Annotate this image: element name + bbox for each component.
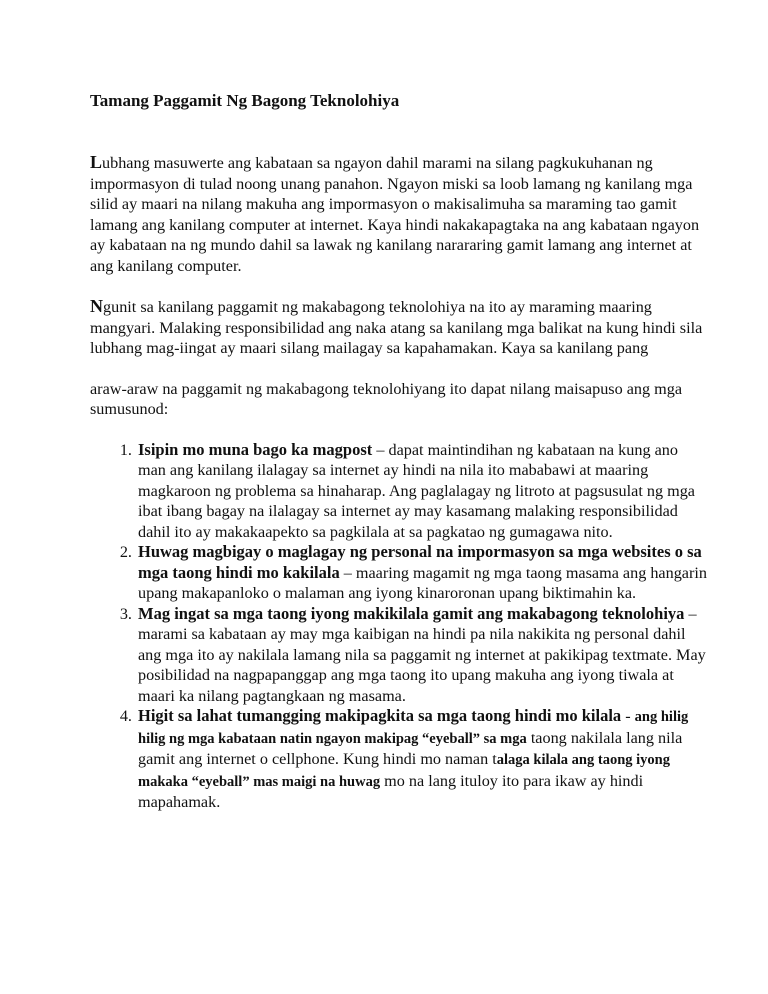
paragraph-intro [90,152,708,276]
item-separator: - [621,707,635,725]
item-bold-text: ang hilig hilig ng mga kabataan natin ngayon makipag “eyeball” sa mga [138,709,689,747]
item-heading: Mag ingat sa mga taong iyong makikilala gamit ang makabagong teknolohiya [138,603,685,623]
paragraph-second [90,296,708,359]
item-heading: Isipin mo muna bago ka magpost [138,439,373,459]
list-item [136,542,708,604]
item-bold-text: alaga kilala ang taong iyong makaka “eyeball” mas maigi na huwag [138,752,670,790]
list-item [136,440,708,543]
item-heading: Higit sa lahat tumangging makipagkita sa mga taong hindi mo kilala [138,706,622,725]
item-heading: Huwag magbigay o maglagay ng personal na impormasyon sa mga websites o sa mga taong hindi mo kakilala [138,542,702,582]
paragraph-third [90,379,708,420]
drop-letter: L [90,152,103,172]
paragraph-text: ubhang masuwerte ang kabataan sa ngayon dahil marami na silang pagkukuhanan ng impormasyon di tulad noong unang panahon. Ngayon miski sa loob lamang ng kanilang mga silid ay maari na nilang makuha ang impormasyon o makisalimuha sa maraming tao gamit lamang ang kanilang computer at internet. Kaya hindi nakakapagtaka na ang kabataan ngayon ay kabataan na ng mundo dahil sa lawak ng kanilang narararing gamit lamang ang internet at ang kanilang computer. [90,154,700,275]
item-body: taong nakilala lang nila gamit ang internet o cellphone. Kung hindi mo naman t [138,728,683,768]
item-body: – dapat maintindihan ng kabataan na kung ano man ang kanilang ilalagay sa internet ay hindi na nila ito mababawi at maaring magkaroon ng problema sa hinaharap. Ang paglalagay ng litroto at pagsusulat ng mga ibat ibang bagay na ilalagay sa internet ay may kasamang malaking responsibilidad dahil ito ay makakaapekto sa pagkilala at sa pagkatao ng gumagawa nito. [138,440,695,541]
paragraph-text: gunit sa kanilang paggamit ng makabagong teknolohiya na ito ay maraming maaring mangyari. Malaking responsibilidad ang naka atang sa kanilang mga balikat na kung hindi sila lubhang mag-iingat ay maari silang mailagay sa kapahamakan. Kaya sa kanilang pang [90,298,703,357]
document-title: Tamang Paggamit Ng Bagong Teknolohiya [90,91,400,110]
item-body: – marami sa kabataan ay may mga kaibigan na hindi pa nila nakikita ng personal dahil ang mga ito ay nakilala lamang nila sa paggamit ng internet at pakikipag textmate. May posibilidad na nagpapanggap ang mga taong ito upang makuha ang iyong tiwala at maari ka nilang pagtangkaan ng masama. [138,604,706,705]
drop-letter: N [90,296,103,316]
guidelines-list [90,440,708,813]
paragraph-text: araw-araw na paggamit ng makabagong teknolohiyang ito dapat nilang maisapuso ang mga sumusunod: [90,379,683,418]
list-item [136,604,708,707]
list-item [136,706,708,813]
item-body: – maaring magamit ng mga taong masama ang hangarin upang makapanloko o malaman ang iyong kinaroronan upang biktimahin ka. [138,563,707,602]
item-body: mo na lang ituloy ito para ikaw ay hindi mapahamak. [138,771,644,811]
